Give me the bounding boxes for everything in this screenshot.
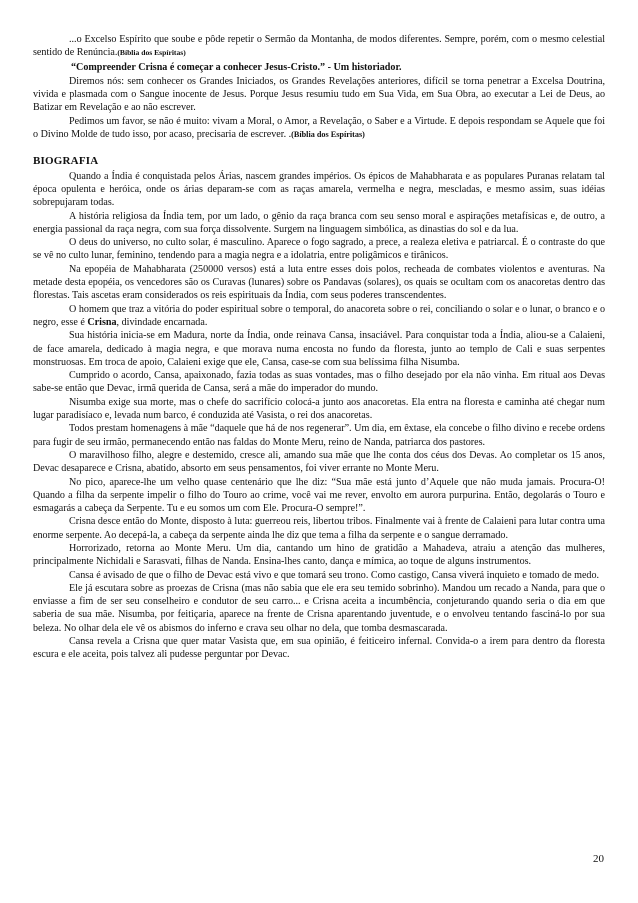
- body-paragraph: Ele já escutara sobre as proezas de Crisna (mas não sabia que ele era seu temido sobrinho). Mandou um recado a Nanda, para que o enviasse a fim de ser seu conselheiro e condutor de seu carro... e Crisna aceita a incumbência, conjeturando quando seria o dia em que saberia de sua mãe. Nisumba, por feitiçaria, aparece na frente de Crisna aparentando juventude, e o envolveu tentando fasciná-lo por sua beleza. No olhar dela ele vê os abismos do inferno e crava seu olhar no dela, que tomba desmascarada.: [33, 582, 605, 634]
- crisna-text-before: O homem que traz a vitória do poder espiritual sobre o temporal, do anacoreta sobre o rei, conciliando o solar e o lunar, o branco e o negro, esse é: [33, 303, 605, 328]
- intro-paragraph-2: Diremos nós: sem conhecer os Grandes Iniciados, os Grandes Revelações anteriores, difícil se torna penetrar a Excelsa Doutrina, vivida e plasmada com o Sangue inocente de Jesus. Porque Jesus resumiu tudo em Sua Vida, em Sua Obra, ao executar a Lei de Deus, ao Batizar em Revelação e ao não escrever.: [33, 75, 605, 114]
- source-citation: (Bíblia dos Espíritas): [117, 48, 186, 58]
- intro-paragraph-1: [33, 33, 605, 60]
- body-paragraph: O maravilhoso filho, alegre e destemido, cresce ali, amando sua mãe que lhe conta dos céus dos Devas. Ao completar os 15 anos, Devac desaparece e Crisna, abatido, absorto em seus pensamentos, foi viver errante no Monte Meru.: [33, 449, 605, 475]
- body-paragraph: Nisumba exige sua morte, mas o chefe do sacrifício colocá-a junto aos anacoretas. Ela entra na floresta e caminha até chegar num lugar paradisíaco e, levada num barco, é conduzida até Vasista, o rei dos anacoretas.: [33, 396, 605, 422]
- epigraph-quote: “Compreender Crisna é começar a conhecer Jesus-Cristo.” - Um historiador.: [71, 61, 402, 73]
- body-paragraph: Cansa é avisado de que o filho de Devac está vivo e que tomará seu trono. Como castigo, Cansa viverá inquieto e tomado de medo.: [69, 569, 600, 581]
- body-paragraph: Todos prestam homenagens à mãe “daquele que há de nos regenerar”. Um dia, em êxtase, ela concebe o filho divino e recebe ordens para fugir de seu irmão, permanecendo então nas faldas do Monte Meru, reino de Nanda, patriarca dos pastores.: [33, 423, 605, 448]
- crisna-name: Crisna: [87, 316, 117, 328]
- body-paragraph: No pico, aparece-lhe um velho quase centenário que lhe diz: “Sua mãe está junto d’Aquele que não muda jamais. Procura-O! Quando a filha da serpente impelir o filho do Touro ao crime, você vai me rever, envolto em aurora purpurina. Então, degolarás o Touro e esmagarás a cabeça da Serpente. Tu e eu somos um com Ele. Procura-O sempre!”.: [33, 476, 605, 515]
- body-paragraph: Cumprido o acordo, Cansa, apaixonado, fazia todas as suas vontades, mas o filho desejado por ela não vinha. Em ritual aos Devas sabe-se então que Devac, irmã querida de Cansa, será a mãe do imperador do mundo.: [33, 370, 605, 395]
- body-paragraph: Quando a Índia é conquistada pelos Árias, nascem grandes impérios. Os épicos de Mahabharata e as populares Puranas relatam tal época opulenta e heróica, onde os árias deparam-se com as raças amarela, vermelha e negra, mescladas, e mesmo assim, suas idéias sobrepujaram todas.: [33, 170, 605, 209]
- biografia-body: [33, 170, 605, 662]
- body-paragraph: Crisna desce então do Monte, disposto à luta: guerreou reis, libertou tribos. Finalmente vai à frente de Calaieni para lutar contra uma enorme serpente. Ao decepá-la, a cabeça da serpente ainda lhe diz que tema a filha da serpente e o sangue derramado.: [33, 516, 605, 541]
- body-paragraph: Na epopéia de Mahabharata (250000 versos) está a luta entre esses dois polos, recheada de combates violentos e aventuras. Na metade desta epopéia, os vencedores são os Curavas (lunares) sobre os Pandavas (solares), os quais se ocultam com os anacoretas dentro das florestas. Tais ascetas eram considerados os reis espirituais da Índia, com seus poderes transcendentes.: [33, 263, 605, 302]
- body-paragraph: O deus do universo, no culto solar, é masculino. Aparece o fogo sagrado, a prece, a realeza eletiva e patriarcal. É o contraste do que se vê no culto lunar, feminino, tendendo para a magia negra e a idolatria, entre poligâmicos e tirânicos.: [33, 237, 605, 262]
- intro-paragraph-3: [33, 115, 605, 142]
- section-heading-biografia: BIOGRAFIA: [33, 155, 99, 168]
- body-paragraph: A história religiosa da Índia tem, por um lado, o gênio da raça branca com seu senso moral e aspirações metafísicas e, de outro, a energia passional da raça negra, com sua força dissolvente. Surgem na linguagem simbólica, as dinastias do sol e da lua.: [33, 210, 605, 235]
- source-citation: (Bíblia dos Espíritas): [291, 130, 365, 140]
- intro-paragraph-1-text: ...o Excelso Espírito que soube e pôde repetir o Sermão da Montanha, de modos diferentes. Sempre, porém, com o mesmo celestial sentido de Renúncia.: [33, 34, 605, 59]
- body-paragraph: Cansa revela a Crisna que quer matar Vasista que, em sua opinião, é feiticeiro infernal. Convida-o a irem para dentro da floresta escura e ele aceita, pois talvez ali pudesse perguntar por Devac.: [33, 636, 605, 661]
- body-paragraph: Sua história inicia-se em Madura, norte da Índia, onde reinava Cansa, insaciável. Para conquistar toda a Índia, aliou-se a Calaieni, de face amarela, dedicado à magia negra, e que morava numa encosta no fundo da floresta, junto ao templo de Cali e suas serpentes monstruosas. Em troca de apoio, Calaieni exige que ele, Cansa, case-se com sua belíssima filha Nisumba.: [33, 330, 605, 368]
- intro-paragraph-3-text: Pedimos um favor, se não é muito: vivam a Moral, o Amor, a Revelação, o Saber e a Virtude. E depois respondam se Aquele que foi o Divino Molde de tudo isso, por acaso, precisaria de escrever. .: [33, 115, 605, 141]
- body-paragraph: Horrorizado, retorna ao Monte Meru. Um dia, cantando um hino de gratidão a Mahadeva, atraiu a atenção das mulheres, principalmente Nichidali e Sarasvati, filhas de Nanda. Ensina-lhes canto, dança e mímica, ao toque de alguns instrumentos.: [33, 542, 605, 568]
- crisna-text-after: , divindade encarnada.: [116, 316, 208, 328]
- body-paragraph-crisna: [33, 303, 605, 330]
- page-number: 20: [593, 853, 604, 865]
